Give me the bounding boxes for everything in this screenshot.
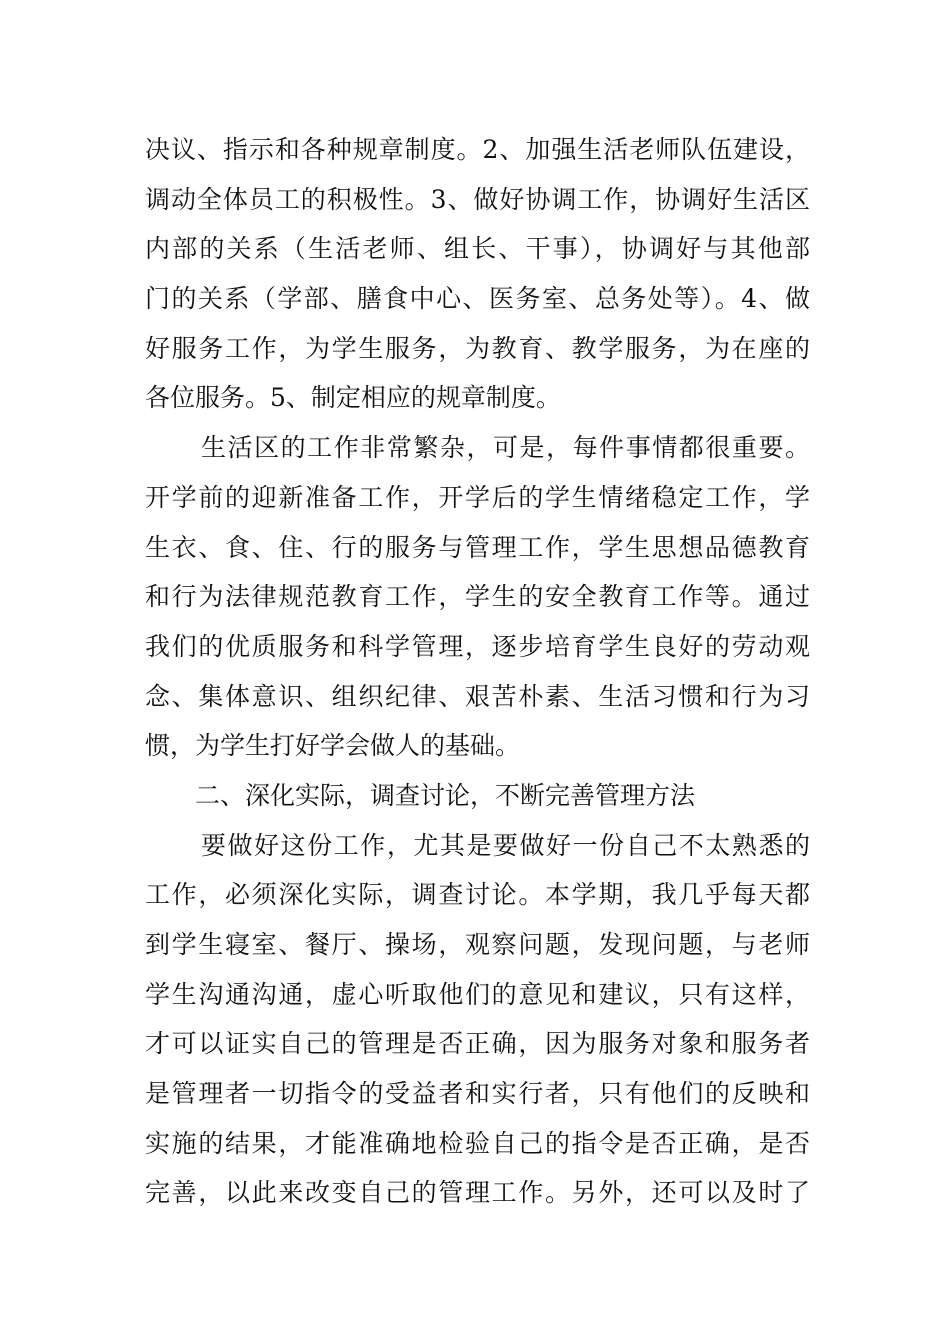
text-line: 我们的优质服务和科学管理，逐步培育学生良好的劳动观 [145, 631, 810, 661]
text-line: 开学前的迎新准备工作，开学后的学生情绪稳定工作，学 [145, 482, 810, 512]
text-line: 惯，为学生打好学会做人的基础。 [145, 731, 521, 761]
section-heading: 二、深化实际，调查讨论，不断完善管理方法 [195, 780, 696, 810]
document-body [145, 125, 810, 1218]
text-line: 才可以证实自己的管理是否正确，因为服务对象和服务者 [145, 1029, 810, 1059]
text-line: 内部的关系（生活老师、组长、干事），协调好与其他部 [145, 234, 810, 264]
text-line: 完善，以此来改变自己的管理工作。另外，还可以及时了 [145, 1178, 810, 1208]
text-line: 和行为法律规范教育工作，学生的安全教育工作等。通过 [145, 582, 810, 612]
paragraph-first-line: 生活区的工作非常繁杂，可是，每件事情都很重要。 [201, 433, 810, 463]
text-line: 生衣、食、住、行的服务与管理工作，学生思想品德教育 [145, 532, 810, 562]
text-line: 是管理者一切指令的受益者和实行者，只有他们的反映和 [145, 1079, 810, 1109]
text-line: 工作，必须深化实际，调查讨论。本学期，我几乎每天都 [145, 880, 810, 910]
text-line: 学生沟通沟通，虚心听取他们的意见和建议，只有这样， [145, 979, 810, 1009]
paragraph-first-line: 要做好这份工作，尤其是要做好一份自己不太熟悉的 [201, 830, 810, 860]
text-line: 调动全体员工的积极性。3、做好协调工作，协调好生活区 [145, 184, 810, 214]
text-line: 念、集体意识、组织纪律、艰苦朴素、生活习惯和行为习 [145, 681, 810, 711]
text-line: 各位服务。5、制定相应的规章制度。 [145, 383, 561, 413]
text-line: 实施的结果，才能准确地检验自己的指令是否正确，是否 [145, 1128, 810, 1158]
text-line: 决议、指示和各种规章制度。2、加强生活老师队伍建设， [145, 135, 810, 164]
text-line: 好服务工作，为学生服务，为教育、教学服务，为在座的 [145, 333, 810, 363]
text-line: 到学生寝室、餐厅、操场，观察问题，发现问题，与老师 [145, 930, 810, 959]
text-line: 门的关系（学部、膳食中心、医务室、总务处等）。4、做 [145, 284, 810, 314]
